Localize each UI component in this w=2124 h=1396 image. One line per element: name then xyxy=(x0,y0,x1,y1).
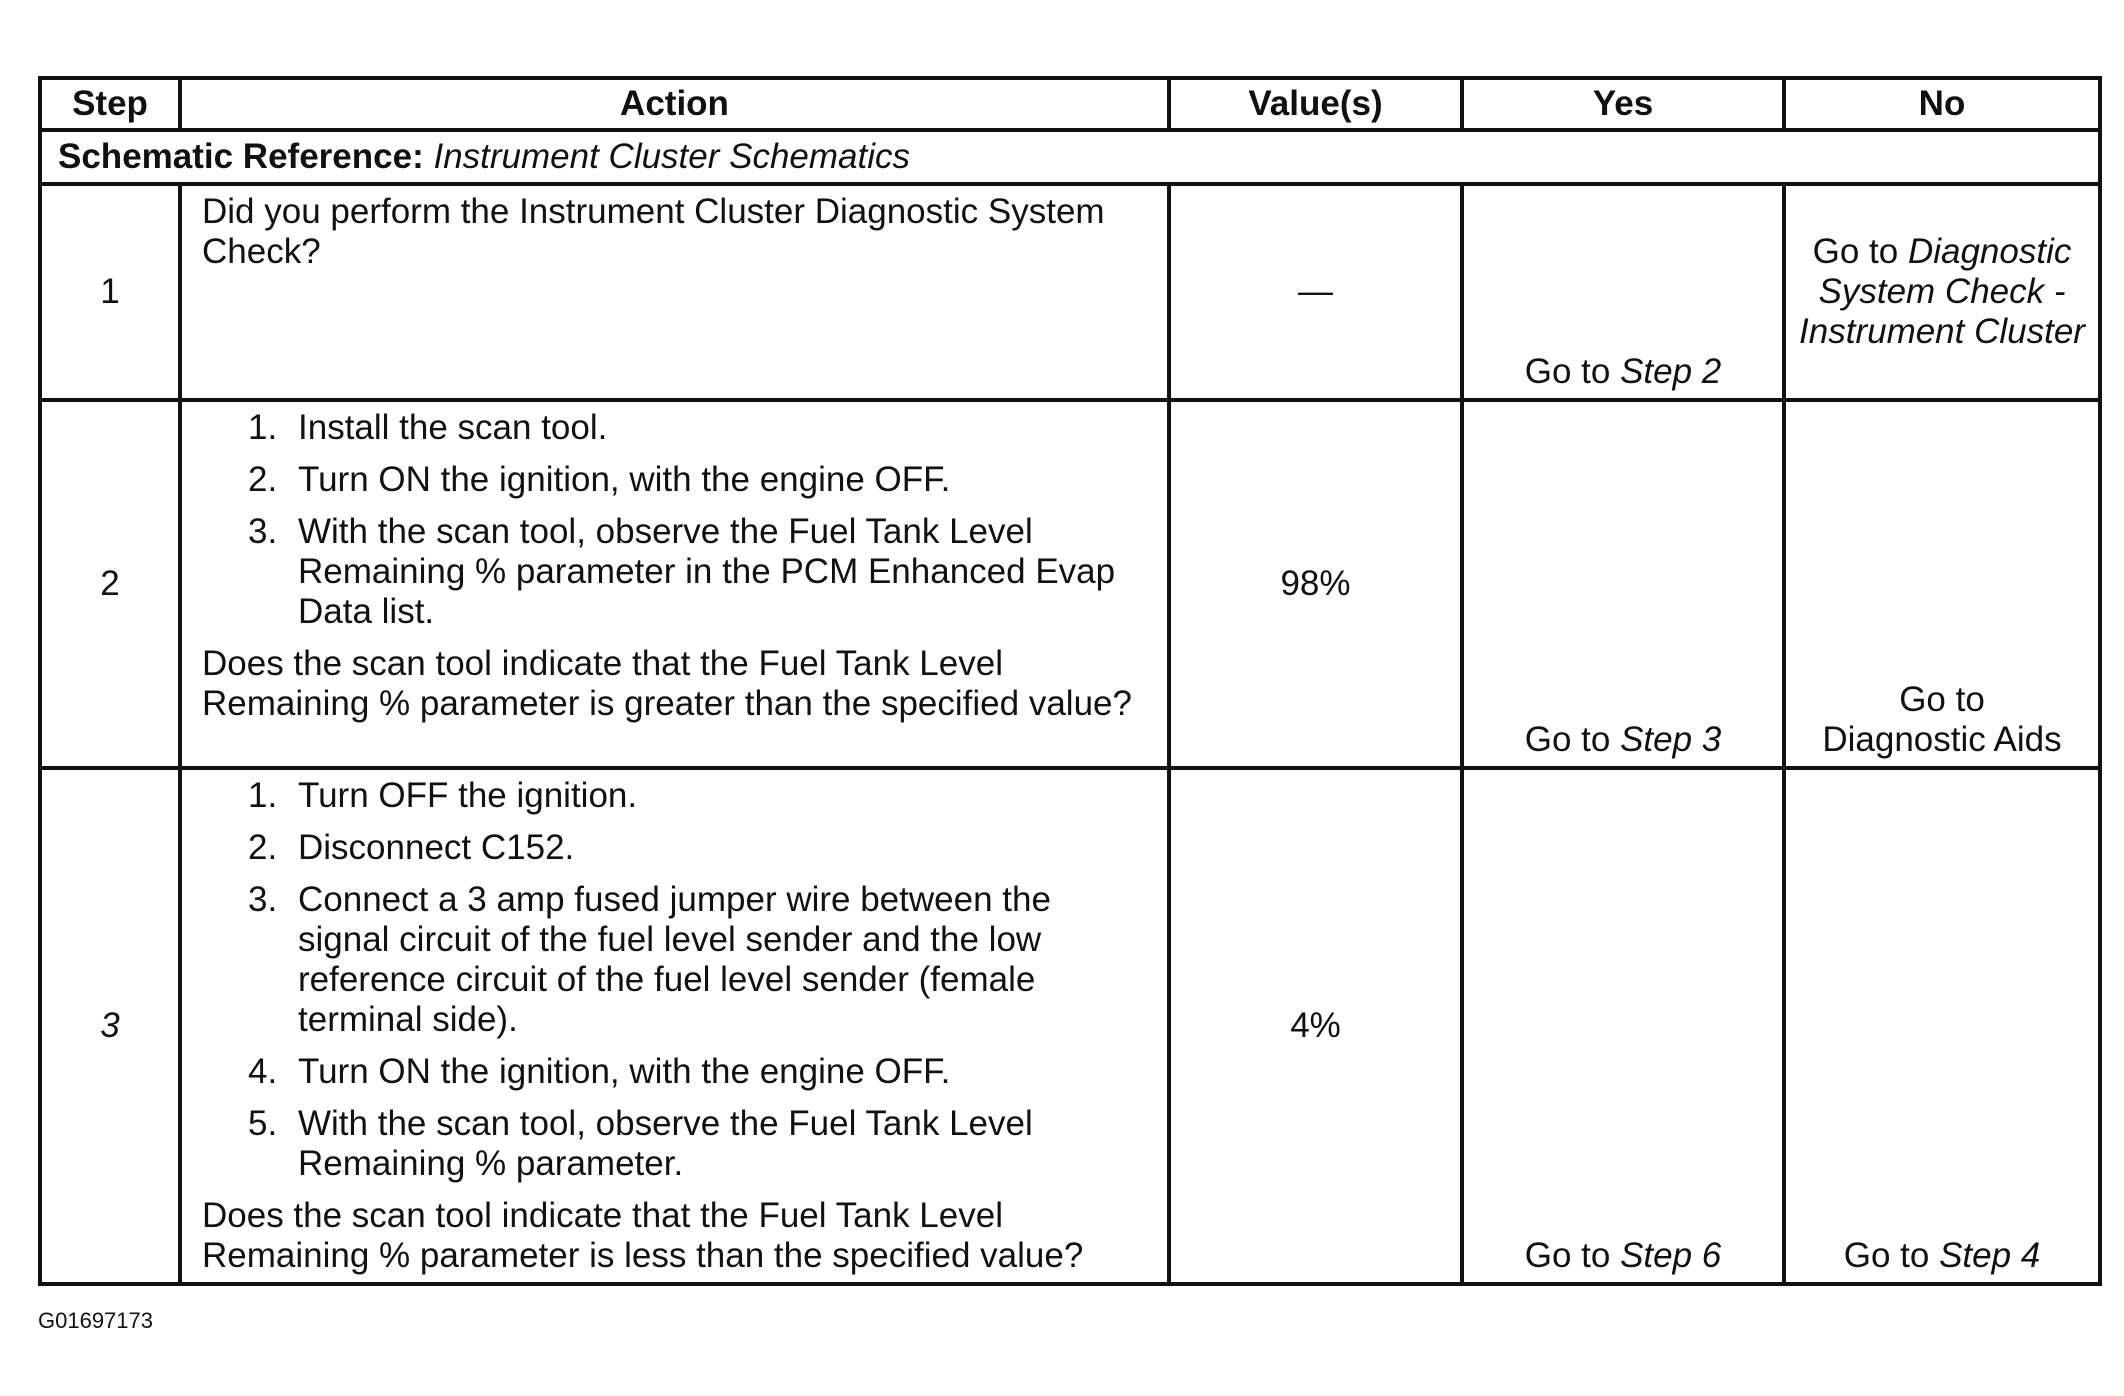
no-line-2: Diagnostic Aids xyxy=(1822,720,2062,759)
item-text: With the scan tool, observe the Fuel Tank Level Remaining % parameter in the PCM Enhanced Evap Data list. xyxy=(298,512,1116,631)
item-text: Disconnect C152. xyxy=(298,828,575,867)
item-number: 3. xyxy=(248,512,278,551)
item-number: 2. xyxy=(248,828,278,867)
action-cell xyxy=(180,400,1169,768)
diagnostic-table xyxy=(38,76,2102,1286)
list-item xyxy=(248,1104,1151,1184)
table-row xyxy=(40,184,2100,400)
step-number: 1 xyxy=(40,184,180,400)
no-prefix: Go to xyxy=(1812,232,1899,271)
item-number: 1. xyxy=(248,408,278,447)
figure-id: G01697173 xyxy=(38,1308,153,1333)
step-number: 3 xyxy=(40,768,180,1284)
action-list xyxy=(202,408,1151,632)
item-text: Connect a 3 amp fused jumper wire between the signal circuit of the fuel level sender and the low reference circuit of the fuel level sender (female terminal side). xyxy=(298,880,1051,1039)
yes-prefix: Go to xyxy=(1524,1236,1611,1275)
no-cell xyxy=(1784,768,2100,1284)
action-question: Does the scan tool indicate that the Fuel Tank Level Remaining % parameter is less than the specified value? xyxy=(202,1196,1084,1275)
header-step: Step xyxy=(40,78,180,130)
step-number: 2 xyxy=(40,400,180,768)
yes-cell xyxy=(1462,400,1784,768)
no-line-1: Go to xyxy=(1899,680,1985,719)
yes-target: Step 2 xyxy=(1620,352,1722,391)
item-number: 1. xyxy=(248,776,278,815)
yes-target: Step 3 xyxy=(1620,720,1722,759)
item-number: 4. xyxy=(248,1052,278,1091)
list-item xyxy=(248,408,1151,448)
action-question: Does the scan tool indicate that the Fuel Tank Level Remaining % parameter is greater than the specified value? xyxy=(202,644,1132,723)
yes-prefix: Go to xyxy=(1524,720,1611,759)
item-text: With the scan tool, observe the Fuel Tank Level Remaining % parameter. xyxy=(298,1104,1033,1183)
no-cell xyxy=(1784,400,2100,768)
table-row xyxy=(40,768,2100,1284)
item-number: 2. xyxy=(248,460,278,499)
diagnostic-document xyxy=(38,76,2098,1286)
no-target: Diagnostic System Check - Instrument Cluster xyxy=(1799,232,2085,351)
item-number: 3. xyxy=(248,880,278,919)
list-item xyxy=(248,460,1151,500)
schematic-reference-link: Instrument Cluster Schematics xyxy=(433,137,911,176)
yes-target: Step 6 xyxy=(1620,1236,1722,1275)
item-text: Install the scan tool. xyxy=(298,408,608,447)
schematic-reference-label: Schematic Reference: xyxy=(58,137,424,176)
table-row xyxy=(40,400,2100,768)
yes-cell xyxy=(1462,768,1784,1284)
schematic-reference-row xyxy=(40,130,2100,184)
no-cell xyxy=(1784,184,2100,400)
list-item xyxy=(248,512,1151,632)
action-question: Did you perform the Instrument Cluster Diagnostic System Check? xyxy=(202,192,1105,271)
list-item xyxy=(248,1052,1151,1092)
value-cell: 98% xyxy=(1169,400,1462,768)
value-cell: — xyxy=(1169,184,1462,400)
header-values: Value(s) xyxy=(1169,78,1462,130)
no-prefix: Go to xyxy=(1843,1236,1930,1275)
item-number: 5. xyxy=(248,1104,278,1143)
list-item xyxy=(248,776,1151,816)
yes-prefix: Go to xyxy=(1524,352,1611,391)
item-text: Turn ON the ignition, with the engine OFF. xyxy=(298,460,951,499)
action-cell xyxy=(180,184,1169,400)
schematic-reference xyxy=(40,130,2100,184)
list-item xyxy=(248,828,1151,868)
header-action: Action xyxy=(180,78,1169,130)
list-item xyxy=(248,880,1151,1040)
yes-cell xyxy=(1462,184,1784,400)
header-yes: Yes xyxy=(1462,78,1784,130)
header-row xyxy=(40,78,2100,130)
value-cell: 4% xyxy=(1169,768,1462,1284)
action-cell xyxy=(180,768,1169,1284)
header-no: No xyxy=(1784,78,2100,130)
action-list xyxy=(202,776,1151,1184)
item-text: Turn OFF the ignition. xyxy=(298,776,638,815)
item-text: Turn ON the ignition, with the engine OFF. xyxy=(298,1052,951,1091)
no-target: Step 4 xyxy=(1939,1236,2041,1275)
